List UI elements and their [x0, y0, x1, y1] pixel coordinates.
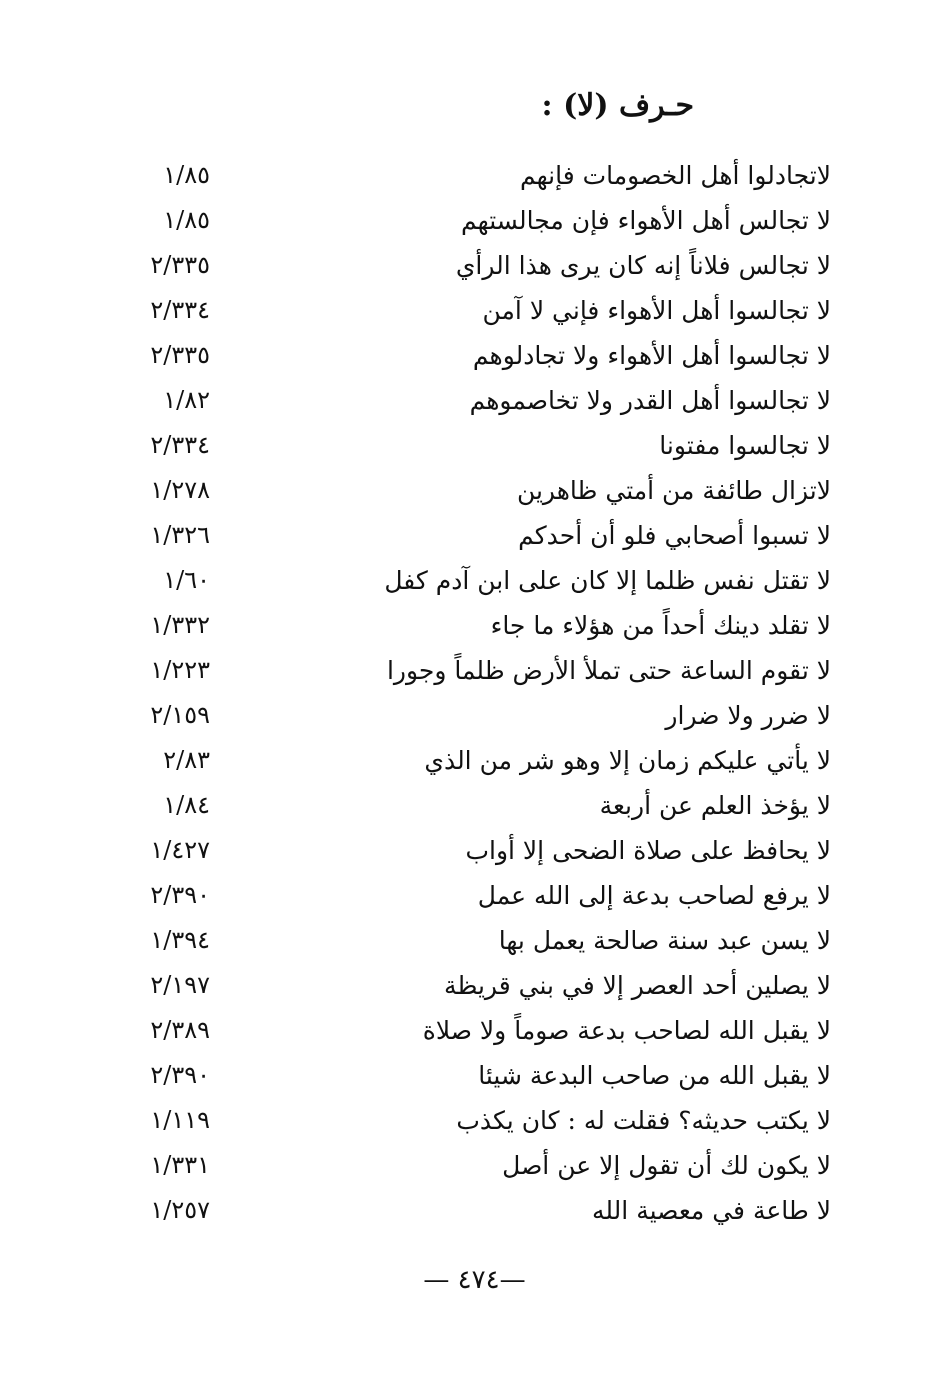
entry-text: لا تجالسوا أهل الأهواء ولا تجادلوهم [472, 341, 831, 370]
entry-reference: ٢/٣٩٠ [150, 881, 210, 909]
index-entry [0, 558, 949, 603]
entry-text: لا تجالسوا أهل الأهواء فإني لا آمن [482, 296, 831, 325]
index-entry [0, 1098, 949, 1143]
entry-text: لاتجادلوا أهل الخصومات فإنهم [519, 161, 831, 190]
index-entry [0, 1008, 949, 1053]
index-entry [0, 1053, 949, 1098]
index-entry [0, 153, 949, 198]
entry-text: لاتزال طائفة من أمتي ظاهرين [516, 476, 831, 505]
index-entry [0, 873, 949, 918]
entry-reference: ٢/٣٣٤ [150, 296, 210, 324]
index-entry [0, 468, 949, 513]
entry-text: لا يكتب حديثه؟ فقلت له : كان يكذب [456, 1106, 831, 1135]
section-heading: حـرف (لا) : [541, 88, 694, 123]
entry-reference: ١/٨٥ [163, 161, 210, 189]
page-number: — ٤٧٤— [423, 1265, 526, 1295]
entry-text: لا يصلين أحد العصر إلا في بني قريظة [444, 971, 831, 1000]
index-entry [0, 648, 949, 693]
entry-text: لا تجالسوا مفتونا [659, 431, 831, 460]
entry-text: لا تقتل نفس ظلما إلا كان على ابن آدم كفل [384, 566, 831, 595]
entry-text: لا يقبل الله من صاحب البدعة شيئا [478, 1061, 831, 1090]
entry-reference: ٢/٣٩٠ [150, 1061, 210, 1089]
entry-reference: ١/٨٢ [163, 386, 210, 414]
entry-text: لا تقلد دينك أحداً من هؤلاء ما جاء [490, 611, 831, 640]
entry-text: لا يقبل الله لصاحب بدعة صوماً ولا صلاة [422, 1016, 831, 1045]
entry-reference: ٢/٣٣٥ [150, 341, 210, 369]
index-entry [0, 738, 949, 783]
entry-text: لا تقوم الساعة حتى تملأ الأرض ظلماً وجورا [386, 656, 831, 685]
entry-reference: ٢/٨٣ [163, 746, 210, 774]
index-entry [0, 288, 949, 333]
entry-reference: ٢/٣٨٩ [150, 1016, 210, 1044]
entry-reference: ٢/٣٣٤ [150, 431, 210, 459]
index-entry [0, 513, 949, 558]
entry-text: لا ضرر ولا ضرار [665, 701, 831, 730]
index-entries-list [0, 153, 949, 1233]
index-entry [0, 1188, 949, 1233]
entry-text: لا يحافظ على صلاة الضحى إلا أواب [465, 836, 831, 865]
entry-reference: ١/٢٢٣ [150, 656, 210, 684]
index-entry [0, 603, 949, 648]
entry-text: لا طاعة في معصية الله [592, 1196, 831, 1225]
index-entry [0, 1143, 949, 1188]
entry-text: لا تجالس أهل الأهواء فإن مجالستهم [461, 206, 831, 235]
entry-reference: ١/١١٩ [150, 1106, 210, 1134]
index-entry [0, 963, 949, 1008]
entry-text: لا يؤخذ العلم عن أربعة [599, 791, 831, 820]
index-entry [0, 783, 949, 828]
entry-reference: ٢/١٥٩ [150, 701, 210, 729]
entry-reference: ١/٣٩٤ [150, 926, 210, 954]
entry-text: لا يكون لك أن تقول إلا عن أصل [502, 1151, 831, 1180]
entry-reference: ١/٣٣٢ [150, 611, 210, 639]
index-entry [0, 198, 949, 243]
entry-text: لا تسبوا أصحابي فلو أن أحدكم [518, 521, 831, 550]
entry-reference: ٢/٣٣٥ [150, 251, 210, 279]
index-entry [0, 693, 949, 738]
entry-text: لا يرفع لصاحب بدعة إلى الله عمل [477, 881, 831, 910]
index-entry [0, 378, 949, 423]
index-entry [0, 333, 949, 378]
index-entry [0, 243, 949, 288]
entry-text: لا يأتي عليكم زمان إلا وهو شر من الذي [424, 746, 831, 775]
entry-text: لا تجالس فلاناً إنه كان يرى هذا الرأي [455, 251, 831, 280]
entry-text: لا يسن عبد سنة صالحة يعمل بها [498, 926, 831, 955]
entry-text: لا تجالسوا أهل القدر ولا تخاصموهم [469, 386, 831, 415]
entry-reference: ١/٢٧٨ [150, 476, 210, 504]
entry-reference: ١/٨٥ [163, 206, 210, 234]
entry-reference: ١/٣٢٦ [150, 521, 210, 549]
entry-reference: ١/٤٢٧ [150, 836, 210, 864]
index-entry [0, 423, 949, 468]
entry-reference: ١/٨٤ [163, 791, 210, 819]
entry-reference: ١/٢٥٧ [150, 1196, 210, 1224]
entry-reference: ٢/١٩٧ [150, 971, 210, 999]
index-entry [0, 828, 949, 873]
index-entry [0, 918, 949, 963]
entry-reference: ١/٦٠ [163, 566, 210, 594]
entry-reference: ١/٣٣١ [150, 1151, 210, 1179]
